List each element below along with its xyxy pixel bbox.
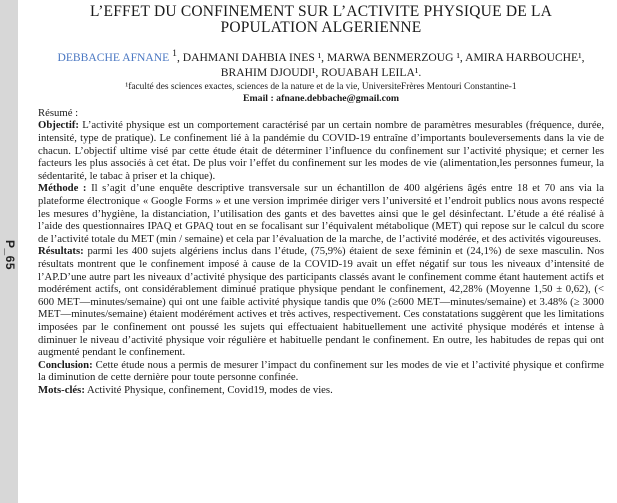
keywords-label: Mots-clés:: [38, 383, 85, 396]
resume-heading: Résumé :: [38, 106, 79, 119]
objectif-label: Objectif:: [38, 119, 79, 132]
conclusion-section: [38, 359, 604, 384]
resultats-label: Résultats:: [38, 245, 84, 258]
methode-label: Méthode :: [38, 182, 87, 195]
resultats-section: [38, 245, 604, 358]
methode-text: Il s’agit d’une enquête descriptive transversale sur un échantillon de 400 algériens âgés entre 18 et 70 ans via la plateforme électronique « Google Forms » et une version imprimée diriger vers l’université et l’endroit publics nous avons respecté les mesures d’hygiène, la distanciation, l’utilisation des gants et des bavettes ainsi que le gel désinfectant. L’étude a été réalisé à l’aide des questionnaires IPAQ et GPAQ tout en se focalisant sur l’équivalent métabolique (MET) qui repose sur le calcul du score de l’activité totale du MET (min / semaine) et cela par l’évaluation de la marche, de l’activité modérée, et des activités vigoureuses.: [38, 182, 604, 245]
abstract-page: [38, 0, 604, 503]
corresponding-author-affiliation-mark: 1: [172, 48, 177, 59]
conclusion-text: Cette étude nous a permis de mesurer l’impact du confinement sur les modes de vie et l’activité physique et confirme la diminution de cette dernière pour toute personne confinée.: [38, 358, 604, 384]
affiliation: ¹faculté des sciences exactes, sciences de la nature et de la vie, UniversiteFrères Mentouri Constantine-1: [125, 81, 517, 92]
methode-section: [38, 182, 604, 245]
objectif-text: L’activité physique est un comportement caractérisé par un certain nombre de paramètres mesurables (fréquence, durée, intensité, type de pratique). Le confinement lié à la pandémie du COVID-19 entraîne d’importants bouleversements dans la vie de chacun. L’objectif ultime visé par cette étude était de déterminer l’influence du confinement sur l’activité physique; et cerner les facteurs les plus associés à cet état. De plus voir l’effet du confinement sur les modes de vie (alimentation,les personnes fumeur, la sédentarité, le tabac à priser et la chique).: [38, 119, 604, 182]
author-list: [38, 46, 604, 80]
co-authors: , DAHMANI DAHBIA INES ¹, MARWA BENMERZOUG ¹, AMIRA HARBOUCHE¹, BRAHIM DJOUDI¹, ROUABAH LEILA¹.: [176, 50, 585, 79]
abstract-title: L’EFFET DU CONFINEMENT SUR L’ACTIVITE PHYSIQUE DE LA POPULATION ALGERIENNE: [89, 3, 553, 36]
contact-email: Email : afnane.debbache@gmail.com: [242, 92, 400, 104]
objectif-section: [38, 119, 604, 182]
page-number-label: P_65: [3, 240, 17, 271]
conclusion-label: Conclusion:: [38, 358, 93, 371]
corresponding-author: DEBBACHE AFNANE: [57, 50, 170, 64]
abstract-body: [38, 107, 604, 397]
keywords-section: [38, 384, 604, 397]
keywords-text: Activité Physique, confinement, Covid19, modes de vies.: [84, 383, 333, 396]
resultats-text: parmi les 400 sujets algériens inclus dans l’étude, (75,9%) étaient de sexe féminin et (24,1%) de sexe masculin. Nos résultats montrent que le confinement imposé à cause de la COVID-19 avait un effet négatif sur tous les niveaux d’intensité de l’AP.D’une autre part les niveaux d’activité physique des participants classés avant le confinement comme étant hautement actifs et modérément actifs, ont considérablement diminué pratique physique pendant le confinement, 42,28% (Moyenne 1,50 ± 0,62), (< 600 MET—minutes/semaine) qui ont une faible activité physique tandis que 0% (≥600 MET—minutes/semaine) et 3.48% (≥ 3000 MET—minutes/semaine) étaient modérément actives et très actives, respectivement. Ces constatations suggèrent que les limitations imposées par le confinement ont poussé les sujets qui effectuaient habituellement une activité physique modérés et intense à diminuer le niveau d’activité physique voir régulière et habituelle pendant le confinement. En outre, les habitudes de repas qui ont augmenté pendant le confinement.: [38, 245, 604, 359]
